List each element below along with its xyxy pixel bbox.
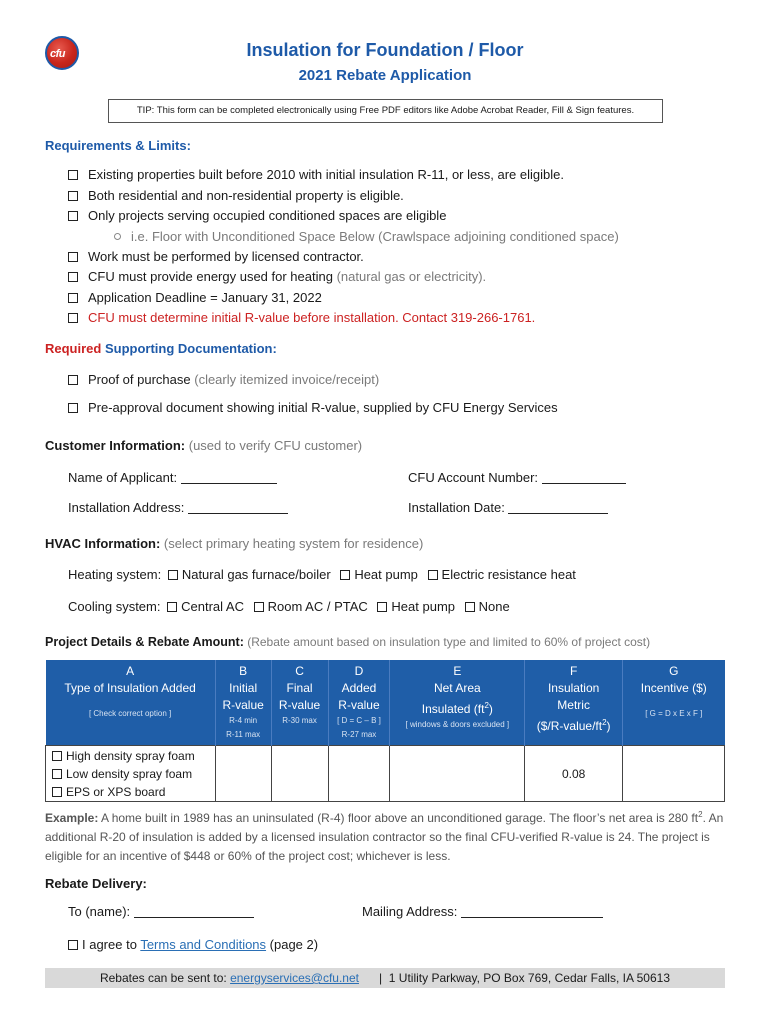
initial-r-value-input[interactable] (215, 746, 271, 802)
checkbox[interactable] (168, 570, 178, 580)
tip-box: TIP: This form can be completed electronically using Free PDF editors like Adobe Acrobat Reader, Fill & Sign features. (108, 99, 663, 123)
checkbox[interactable] (465, 602, 475, 612)
installation-address-field: Installation Address: (68, 500, 288, 515)
delivery-heading: Rebate Delivery: (45, 876, 147, 891)
hvac-heading: HVAC Information: (select primary heating system for residence) (45, 536, 424, 551)
insulation-option: Low density spray foam (52, 765, 215, 783)
column-header-g: G Incentive ($) [ G = D x E x F ] (623, 660, 725, 746)
checkbox[interactable] (68, 252, 78, 262)
checkbox[interactable] (68, 293, 78, 303)
page-subtitle: 2021 Rebate Application (298, 67, 472, 84)
documentation-item: Pre-approval document showing initial R-value, supplied by CFU Energy Services (68, 400, 558, 415)
recipient-name-input[interactable] (134, 906, 254, 918)
documentation-item: Proof of purchase (clearly itemized invoice/receipt) (68, 372, 379, 387)
applicant-name-field: Name of Applicant: (68, 470, 277, 485)
requirement-item: Work must be performed by licensed contractor. (68, 249, 364, 264)
circle-bullet-icon (114, 233, 121, 240)
requirement-item: Both residential and non-residential property is eligible. (68, 188, 404, 203)
cfu-logo: cfu (45, 36, 79, 70)
documentation-heading: Required Supporting Documentation: (45, 341, 277, 356)
checkbox[interactable] (52, 787, 62, 797)
project-table (45, 660, 725, 802)
column-header-d: D Added R-value [ D = C – B ] R-27 max (328, 660, 390, 746)
checkbox[interactable] (428, 570, 438, 580)
requirement-item: Existing properties built before 2010 with initial insulation R-11, or less, are eligible. (68, 167, 564, 182)
checkbox[interactable] (68, 272, 78, 282)
mailing-address-field: Mailing Address: (362, 904, 603, 919)
cooling-system-row: Cooling system: Central AC Room AC / PTAC Heat pump None (68, 599, 510, 614)
terms-link[interactable]: Terms and Conditions (140, 937, 267, 952)
insulation-type-cell (46, 746, 216, 802)
incentive-input[interactable] (623, 746, 725, 802)
checkbox[interactable] (52, 769, 62, 779)
installation-address-input[interactable] (188, 502, 288, 514)
requirements-heading: Requirements & Limits: (45, 138, 191, 153)
page-title: Insulation for Foundation / Floor (246, 40, 524, 60)
applicant-name-input[interactable] (181, 472, 277, 484)
checkbox[interactable] (340, 570, 350, 580)
checkbox[interactable] (68, 375, 78, 385)
column-header-f: F Insulation Metric $(\$/R-value/ft^2)$ (525, 660, 623, 746)
project-heading: Project Details & Rebate Amount: (Rebate amount based on insulation type and limited to 60% of project cost) (45, 635, 651, 649)
example-paragraph: Example: A home built in 1989 has an uninsulated (R-4) floor above an unconditioned garage. The floor’s net area is 280 $ft^2$. An additional R-20 of insulation is added by a licensed insulation contractor so the final CFU-verified R-value is 24. The project is eligible for an incentive of $448 or 60% of the project cost; whichever is less. (45, 810, 724, 863)
customer-heading: Customer Information: (used to verify CFU customer) (45, 438, 363, 453)
checkbox[interactable] (68, 403, 78, 413)
column-header-e: E Net Area Insulated $(ft^2)$ [ windows & doors excluded ] (390, 660, 525, 746)
checkbox[interactable] (68, 170, 78, 180)
requirement-item: Application Deadline = January 31, 2022 (68, 290, 322, 305)
column-header-c: C Final R-value R-30 max (271, 660, 328, 746)
account-number-input[interactable] (542, 472, 626, 484)
insulation-option: High density spray foam (52, 747, 215, 765)
requirement-item: CFU must determine initial R-value before installation. Contact 319-266-1761. (68, 310, 535, 325)
column-header-b: B Initial R-value R-4 min R-11 max (215, 660, 271, 746)
heating-system-row: Heating system: Natural gas furnace/boiler Heat pump Electric resistance heat (68, 567, 576, 582)
checkbox[interactable] (377, 602, 387, 612)
email-link[interactable]: energyservices@cfu.net (230, 971, 359, 985)
checkbox[interactable] (52, 751, 62, 761)
checkbox[interactable] (68, 313, 78, 323)
installation-date-field: Installation Date: (408, 500, 608, 515)
installation-date-input[interactable] (508, 502, 608, 514)
net-area-input[interactable] (390, 746, 525, 802)
final-r-value-input[interactable] (271, 746, 328, 802)
account-number-field: CFU Account Number: (408, 470, 626, 485)
column-header-a: A Type of Insulation Added [ Check correct option ] (46, 660, 216, 746)
checkbox[interactable] (254, 602, 264, 612)
agree-checkbox[interactable] (68, 940, 78, 950)
added-r-value-input[interactable] (328, 746, 390, 802)
footer-bar: Rebates can be sent to: energyservices@cfu.net | 1 Utility Parkway, PO Box 769, Cedar Falls, IA 50613 (45, 968, 725, 988)
requirement-item: Only projects serving occupied conditioned spaces are eligible (68, 208, 446, 223)
recipient-name-field: To (name): (68, 904, 254, 919)
agree-terms-row: I agree to Terms and Conditions (page 2) (68, 937, 318, 952)
requirement-item: CFU must provide energy used for heating (natural gas or electricity). (68, 269, 486, 284)
insulation-metric-value: 0.08 (525, 746, 623, 802)
requirement-subitem: i.e. Floor with Unconditioned Space Below (Crawlspace adjoining conditioned space) (114, 229, 619, 244)
checkbox[interactable] (68, 191, 78, 201)
insulation-option: EPS or XPS board (52, 783, 215, 801)
checkbox[interactable] (68, 211, 78, 221)
checkbox[interactable] (167, 602, 177, 612)
mailing-address-input[interactable] (461, 906, 603, 918)
